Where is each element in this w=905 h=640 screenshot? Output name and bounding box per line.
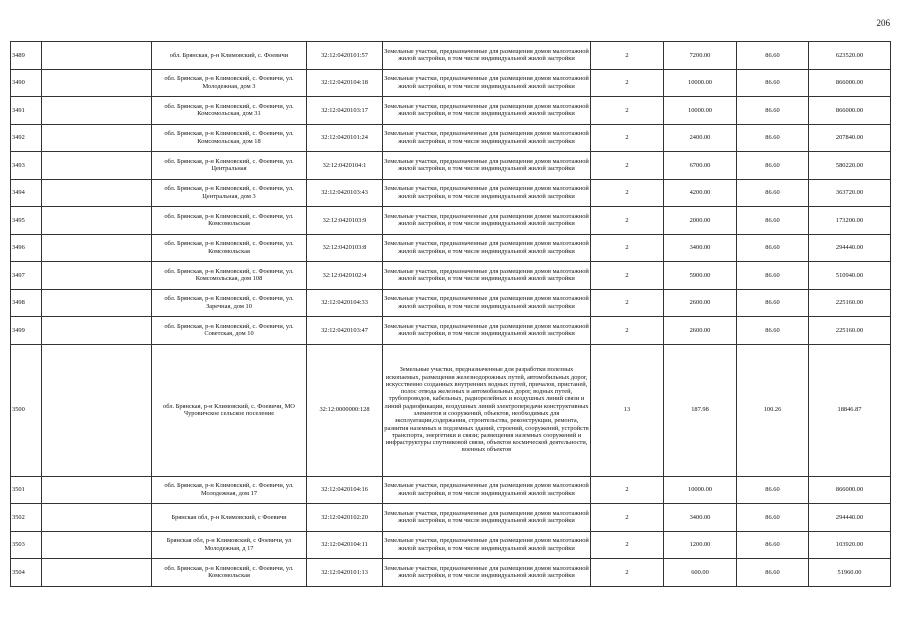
cadastral-number-cell: 32:12:0420101:13 [307,559,383,587]
cadastral-value-cell: 866000.00 [809,476,891,504]
specific-value-cell: 86.60 [737,531,809,559]
address-cell: обл. Брянская, р-н Климовский, с. Фоевичи [152,42,307,70]
cadastral-value-cell: 866000.00 [809,69,891,97]
land-registry-table [10,41,891,587]
spacer-cell [42,289,152,317]
cadastral-number-cell: 32:12:0420102:4 [307,262,383,290]
address-cell: обл. Брянская, р-н Климовский, с. Фоевичи, ул. Комсомольская, дом 108 [152,262,307,290]
specific-value-cell: 86.60 [737,559,809,587]
cadastral-number-cell: 32:12:0420102:20 [307,504,383,532]
row-number: 3504 [11,559,42,587]
land-use-cell: Земельные участки, предназначенные для размещения домов малоэтажной жилой застройки, в том числе индивидуальной жилой застройки [383,97,591,125]
cadastral-value-cell: 225160.00 [809,317,891,345]
land-use-cell: Земельные участки, предназначенные для разработки полезных ископаемых, размещения железнодорожных путей, автомобильных дорог, искусственно созданных внутренних водных путей, причалов, пристаней, полос отвода железных и автомобильных дорог, водных путей, трубопроводов, кабельных, радиорелейных и воздушных линий связи и линий радиофикации, воздушных линий электропередачи конструктивных элементов и сооружений, объектов, необходимых для эксплуатации,содержания, строительства, реконструкции, ремонта, развития наземных и подземных зданий, строений, сооружений, устройств транспорта, энергетики и связи; размещения наземных сооружений и инфраструктуры спутниковой связи, объектов космической деятельности, военных объектов [383,344,591,476]
area-cell: 10000.00 [664,97,737,125]
cadastral-number-cell: 32:12:0420103:8 [307,234,383,262]
cadastral-value-cell: 363720.00 [809,179,891,207]
address-cell: Брянская обл, р-н Климовский, с Фоевичи [152,504,307,532]
cadastral-number-cell: 32:12:0420104:18 [307,69,383,97]
land-use-cell: Земельные участки, предназначенные для размещения домов малоэтажной жилой застройки, в том числе индивидуальной жилой застройки [383,69,591,97]
spacer-cell [42,42,152,70]
table-row [11,476,891,504]
area-cell: 10000.00 [664,476,737,504]
row-number: 3495 [11,207,42,235]
group-code-cell: 2 [591,262,664,290]
table-row [11,152,891,180]
address-cell: обл. Брянская, р-н Климовский, с. Фоевичи, ул. Заречная, дом 10 [152,289,307,317]
cadastral-number-cell: 32:12:0420104:16 [307,476,383,504]
group-code-cell: 2 [591,504,664,532]
cadastral-number-cell: 32:12:0420104:33 [307,289,383,317]
specific-value-cell: 86.60 [737,179,809,207]
spacer-cell [42,504,152,532]
cadastral-number-cell: 32:12:0420103:17 [307,97,383,125]
row-number: 3493 [11,152,42,180]
row-number: 3503 [11,531,42,559]
group-code-cell: 2 [591,234,664,262]
row-number: 3496 [11,234,42,262]
cadastral-value-cell: 225160.00 [809,289,891,317]
address-cell: обл. Брянская, р-н Климовский, с. Фоевичи, ул. Комсомольская, дом 31 [152,97,307,125]
land-use-cell: Земельные участки, предназначенные для размещения домов малоэтажной жилой застройки, в том числе индивидуальной жилой застройки [383,234,591,262]
table-row [11,559,891,587]
land-use-cell: Земельные участки, предназначенные для размещения домов малоэтажной жилой застройки, в том числе индивидуальной жилой застройки [383,262,591,290]
land-use-cell: Земельные участки, предназначенные для размещения домов малоэтажной жилой застройки, в том числе индивидуальной жилой застройки [383,559,591,587]
group-code-cell: 2 [591,152,664,180]
area-cell: 7200.00 [664,42,737,70]
cadastral-value-cell: 623520.00 [809,42,891,70]
group-code-cell: 2 [591,69,664,97]
group-code-cell: 2 [591,179,664,207]
area-cell: 2400.00 [664,124,737,152]
address-cell: Брянская обл, р-н Климовский, с Фоевичи, ул Молодежная, д 17 [152,531,307,559]
cadastral-value-cell: 580220.00 [809,152,891,180]
spacer-cell [42,234,152,262]
area-cell: 2000.00 [664,207,737,235]
area-cell: 2600.00 [664,289,737,317]
row-number: 3501 [11,476,42,504]
row-number: 3498 [11,289,42,317]
cadastral-number-cell: 32:12:0000000:128 [307,344,383,476]
group-code-cell: 2 [591,559,664,587]
group-code-cell: 2 [591,531,664,559]
address-cell: обл. Брянская, р-н Климовский, с. Фоевичи, ул. Комсомольская [152,559,307,587]
area-cell: 600.00 [664,559,737,587]
land-use-cell: Земельные участки, предназначенные для размещения домов малоэтажной жилой застройки, в том числе индивидуальной жилой застройки [383,179,591,207]
cadastral-number-cell: 32:12:0420104:11 [307,531,383,559]
address-cell: обл. Брянская, р-н Климовский, с. Фоевичи, МО Чуровичское сельское поселение [152,344,307,476]
spacer-cell [42,476,152,504]
group-code-cell: 2 [591,207,664,235]
spacer-cell [42,559,152,587]
address-cell: обл. Брянская, р-н Климовский, с. Фоевичи, ул. Комсомольская [152,234,307,262]
table-row [11,262,891,290]
cadastral-number-cell: 32:12:0420103:43 [307,179,383,207]
spacer-cell [42,179,152,207]
specific-value-cell: 86.60 [737,42,809,70]
area-cell: 3400.00 [664,234,737,262]
land-use-cell: Земельные участки, предназначенные для размещения домов малоэтажной жилой застройки, в том числе индивидуальной жилой застройки [383,504,591,532]
row-number: 3499 [11,317,42,345]
specific-value-cell: 86.60 [737,97,809,125]
table-row [11,504,891,532]
row-number: 3500 [11,344,42,476]
row-number: 3491 [11,97,42,125]
specific-value-cell: 86.60 [737,476,809,504]
cadastral-value-cell: 103920.00 [809,531,891,559]
area-cell: 4200.00 [664,179,737,207]
spacer-cell [42,152,152,180]
group-code-cell: 2 [591,289,664,317]
area-cell: 1200.00 [664,531,737,559]
group-code-cell: 2 [591,97,664,125]
spacer-cell [42,317,152,345]
area-cell: 5900.00 [664,262,737,290]
cadastral-number-cell: 32:12:0420104:1 [307,152,383,180]
spacer-cell [42,344,152,476]
cadastral-number-cell: 32:12:0420101:24 [307,124,383,152]
table-row [11,234,891,262]
cadastral-value-cell: 173200.00 [809,207,891,235]
table-row [11,97,891,125]
table-row [11,124,891,152]
address-cell: обл. Брянская, р-н Климовский, с. Фоевичи, ул. Советская, дом 10 [152,317,307,345]
table-row [11,42,891,70]
area-cell: 6700.00 [664,152,737,180]
land-use-cell: Земельные участки, предназначенные для размещения домов малоэтажной жилой застройки, в том числе индивидуальной жилой застройки [383,531,591,559]
land-use-cell: Земельные участки, предназначенные для размещения домов малоэтажной жилой застройки, в том числе индивидуальной жилой застройки [383,124,591,152]
address-cell: обл. Брянская, р-н Климовский, с. Фоевичи, ул. Комсомольская, дом 18 [152,124,307,152]
row-number: 3490 [11,69,42,97]
address-cell: обл. Брянская, р-н Климовский, с. Фоевичи, ул. Молодежная, дом 3 [152,69,307,97]
cadastral-value-cell: 866000.00 [809,97,891,125]
address-cell: обл. Брянская, р-н Климовский, с. Фоевичи, ул. Молодежная, дом 17 [152,476,307,504]
specific-value-cell: 86.60 [737,207,809,235]
address-cell: обл. Брянская, р-н Климовский, с. Фоевичи, ул. Центральная [152,152,307,180]
group-code-cell: 2 [591,317,664,345]
table-row [11,317,891,345]
specific-value-cell: 86.60 [737,317,809,345]
cadastral-number-cell: 32:12:0420101:57 [307,42,383,70]
cadastral-value-cell: 510940.00 [809,262,891,290]
specific-value-cell: 86.60 [737,152,809,180]
row-number: 3489 [11,42,42,70]
table-row [11,289,891,317]
land-use-cell: Земельные участки, предназначенные для размещения домов малоэтажной жилой застройки, в том числе индивидуальной жилой застройки [383,42,591,70]
specific-value-cell: 86.60 [737,504,809,532]
table-row [11,344,891,476]
cadastral-value-cell: 207840.00 [809,124,891,152]
row-number: 3497 [11,262,42,290]
spacer-cell [42,207,152,235]
cadastral-value-cell: 18846.87 [809,344,891,476]
row-number: 3494 [11,179,42,207]
cadastral-value-cell: 294440.00 [809,504,891,532]
cadastral-value-cell: 294440.00 [809,234,891,262]
address-cell: обл. Брянская, р-н Климовский, с. Фоевичи, ул. Комсомольская [152,207,307,235]
group-code-cell: 2 [591,42,664,70]
table-row [11,179,891,207]
specific-value-cell: 86.60 [737,69,809,97]
area-cell: 10000.00 [664,69,737,97]
row-number: 3502 [11,504,42,532]
cadastral-value-cell: 51960.00 [809,559,891,587]
page-number: 206 [876,18,890,28]
group-code-cell: 2 [591,476,664,504]
spacer-cell [42,262,152,290]
land-use-cell: Земельные участки, предназначенные для размещения домов малоэтажной жилой застройки, в том числе индивидуальной жилой застройки [383,152,591,180]
area-cell: 187.98 [664,344,737,476]
area-cell: 3400.00 [664,504,737,532]
specific-value-cell: 86.60 [737,124,809,152]
spacer-cell [42,69,152,97]
area-cell: 2600.00 [664,317,737,345]
cadastral-number-cell: 32:12:0420103:47 [307,317,383,345]
spacer-cell [42,124,152,152]
cadastral-number-cell: 32:12:0420103:9 [307,207,383,235]
group-code-cell: 2 [591,124,664,152]
table-row [11,69,891,97]
group-code-cell: 13 [591,344,664,476]
land-use-cell: Земельные участки, предназначенные для размещения домов малоэтажной жилой застройки, в том числе индивидуальной жилой застройки [383,476,591,504]
table-row [11,531,891,559]
address-cell: обл. Брянская, р-н Климовский, с. Фоевичи, ул. Центральная, дом 3 [152,179,307,207]
land-use-cell: Земельные участки, предназначенные для размещения домов малоэтажной жилой застройки, в том числе индивидуальной жилой застройки [383,207,591,235]
land-use-cell: Земельные участки, предназначенные для размещения домов малоэтажной жилой застройки, в том числе индивидуальной жилой застройки [383,317,591,345]
specific-value-cell: 86.60 [737,289,809,317]
specific-value-cell: 86.60 [737,262,809,290]
table-body [11,42,891,587]
table-row [11,207,891,235]
specific-value-cell: 86.60 [737,234,809,262]
specific-value-cell: 100.26 [737,344,809,476]
spacer-cell [42,531,152,559]
land-use-cell: Земельные участки, предназначенные для размещения домов малоэтажной жилой застройки, в том числе индивидуальной жилой застройки [383,289,591,317]
row-number: 3492 [11,124,42,152]
spacer-cell [42,97,152,125]
